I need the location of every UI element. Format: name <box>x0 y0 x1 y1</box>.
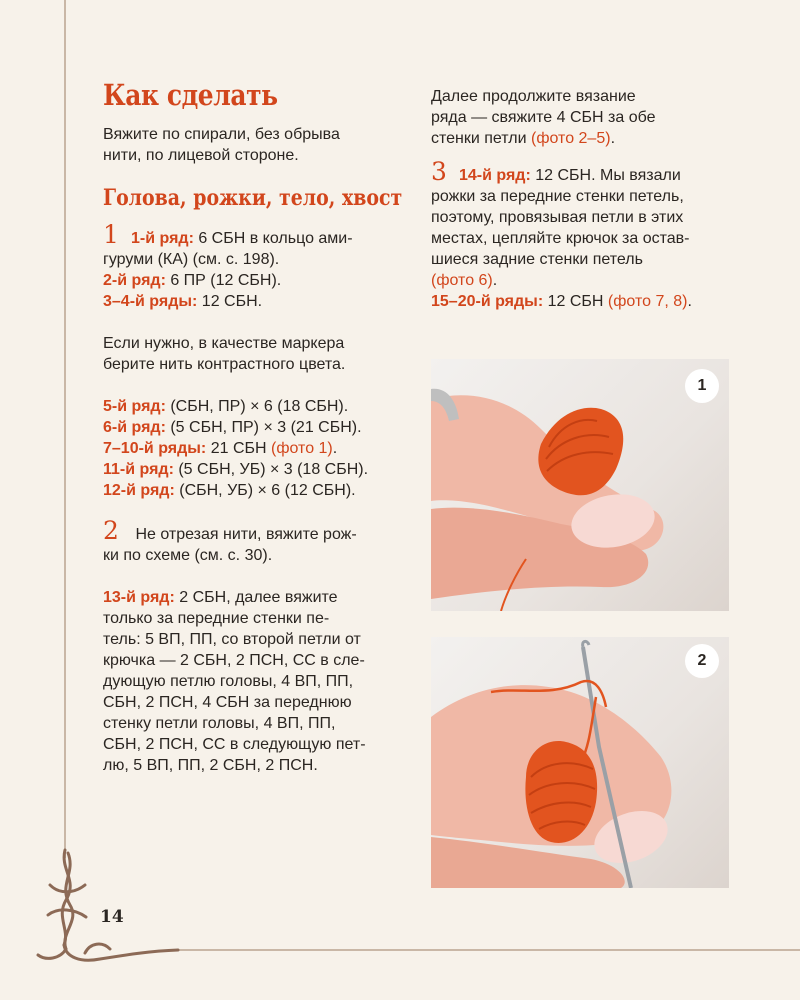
row-text: (СБН, ПР) × 6 (18 СБН). <box>165 398 349 415</box>
row-6 <box>103 417 398 438</box>
step-number-3: 3 <box>431 157 447 186</box>
row-text: (5 СБН, ПР) × 3 (21 СБН). <box>165 419 362 436</box>
row-13-line: СБН, 2 ПСН, СС в следующую пет- <box>103 736 366 753</box>
step-3-ref-line <box>431 270 731 291</box>
photo-reference: (фото 1) <box>271 440 333 457</box>
step-3-line: поэтому, провязывая петли в этих <box>431 209 684 226</box>
row-label: 14-й ряд: <box>459 167 531 184</box>
row-text-end: . <box>332 440 338 457</box>
row-text: 6 СБН в кольцо ами- <box>193 230 353 247</box>
row-label: 1-й ряд: <box>131 230 194 247</box>
row-label: 15–20-й ряды: <box>431 293 544 310</box>
row-1-continued: гуруми (КА) (см. с. 198). <box>103 251 280 268</box>
row-13-line: дующую петлю головы, 4 ВП, ПП, <box>103 673 354 690</box>
row-text: 12 СБН. Мы вязали <box>530 167 681 184</box>
row-label: 3–4-й ряды: <box>103 293 198 310</box>
note-line-2: берите нить контрастного цвета. <box>103 356 346 373</box>
row-13-line-1 <box>103 587 398 608</box>
row-label: 12-й ряд: <box>103 482 175 499</box>
photo-reference: (фото 2–5) <box>531 130 611 147</box>
row-12 <box>103 480 398 501</box>
row-13-line: стенку петли головы, 4 ВП, ПП, <box>103 715 336 732</box>
row-text: 2 СБН, далее вяжите <box>174 589 338 606</box>
step-3-line: местах, цепляйте крючок за остав- <box>431 230 690 247</box>
rows-15-20 <box>431 291 731 312</box>
photo-number-badge: 1 <box>685 369 719 403</box>
ref-end: . <box>492 272 498 289</box>
step-3-line: шиеся задние стенки петель <box>431 251 643 268</box>
row-label: 5-й ряд: <box>103 398 166 415</box>
photo-1-illustration <box>431 359 729 611</box>
section-subtitle: Голова, рожки, тело, хвост <box>103 185 403 211</box>
page-frame-vertical <box>64 0 66 858</box>
note-line-1: Если нужно, в качестве маркера <box>103 335 345 352</box>
step-number-1: 1 <box>103 220 119 249</box>
row-text: 12 СБН. <box>197 293 263 310</box>
row-2 <box>103 270 398 291</box>
continue-line-3 <box>431 128 731 149</box>
section-title: Как сделать <box>103 78 278 112</box>
step-1-row-1 <box>103 220 398 249</box>
row-13-line: СБН, 2 ПСН, 4 СБН за переднюю <box>103 694 352 711</box>
intro-line-2: нити, по лицевой стороне. <box>103 147 299 164</box>
row-label: 6-й ряд: <box>103 419 166 436</box>
row-label: 7–10-й ряды: <box>103 440 207 457</box>
photo-1 <box>431 359 729 611</box>
row-5 <box>103 396 398 417</box>
step-2-line-2: ки по схеме (см. с. 30). <box>103 547 273 564</box>
intro-line-1: Вяжите по спирали, без обрыва <box>103 126 340 143</box>
row-text: 6 ПР (12 СБН). <box>165 272 282 289</box>
page-number: 14 <box>100 907 124 927</box>
continue-text-end: . <box>610 130 616 147</box>
photo-number-badge: 2 <box>685 644 719 678</box>
row-13-line: только за передние стенки пе- <box>103 610 330 627</box>
continue-line-1: Далее продолжите вязание <box>431 88 636 105</box>
rows-7-10 <box>103 438 398 459</box>
step-3-line: рожки за передние стенки петель, <box>431 188 684 205</box>
step-2-line-1 <box>103 516 398 545</box>
right-column <box>431 86 731 312</box>
page-frame-horizontal <box>172 949 800 951</box>
left-column <box>103 78 403 776</box>
row-text-end: . <box>687 293 692 310</box>
row-text: 21 СБН <box>206 440 271 457</box>
continue-text: стенки петли <box>431 130 531 147</box>
photo-reference: (фото 7, 8) <box>607 293 688 310</box>
row-text: (5 СБН, УБ) × 3 (18 СБН). <box>173 461 369 478</box>
row-text: (СБН, УБ) × 6 (12 СБН). <box>174 482 356 499</box>
photo-2 <box>431 637 729 888</box>
row-11 <box>103 459 398 480</box>
rows-3-4 <box>103 291 398 312</box>
continue-line-2: ряда — свяжите 4 СБН за обе <box>431 109 656 126</box>
row-label: 13-й ряд: <box>103 589 175 606</box>
row-13-line: крючка — 2 СБН, 2 ПСН, СС в сле- <box>103 652 365 669</box>
photo-reference: (фото 6) <box>431 272 493 289</box>
step-2-text: Не отрезая нити, вяжите рож- <box>131 526 357 543</box>
row-13-line: тель: 5 ВП, ПП, со второй петли от <box>103 631 361 648</box>
row-13-line: лю, 5 ВП, ПП, 2 СБН, 2 ПСН. <box>103 757 318 774</box>
step-number-2: 2 <box>103 516 119 545</box>
step-3-line-1 <box>431 157 731 186</box>
row-text: 12 СБН <box>543 293 608 310</box>
row-label: 2-й ряд: <box>103 272 166 289</box>
row-label: 11-й ряд: <box>103 461 174 478</box>
photo-2-illustration <box>431 637 729 888</box>
